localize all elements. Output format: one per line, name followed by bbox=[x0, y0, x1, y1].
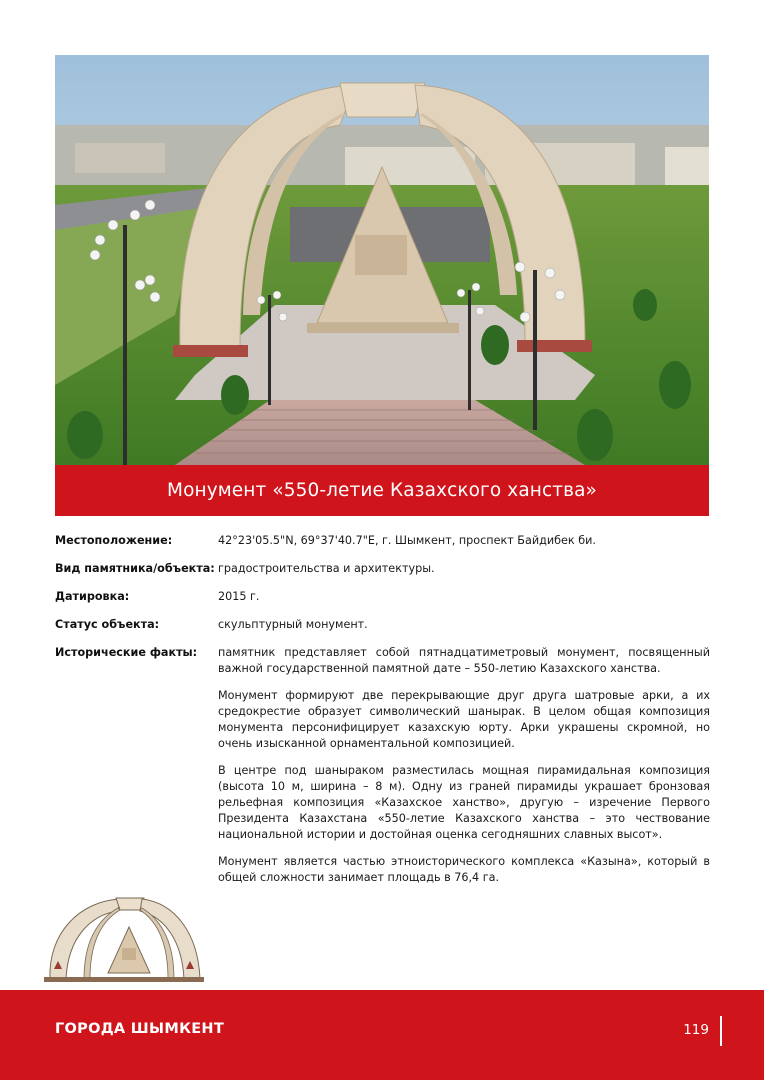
history-paragraph: памятник представляет собой пятнадцатиметровый монумент, посвященный важной государственной памятной дате – 550-летию Казахского ханства. bbox=[218, 646, 710, 675]
page-number: 119 bbox=[683, 1022, 709, 1038]
monument-details bbox=[55, 533, 710, 898]
monument-photo bbox=[55, 55, 709, 465]
location-label: Местоположение: bbox=[55, 534, 173, 547]
history-paragraph: Монумент является частью этноисторического комплекса «Казына», который в общей сложности занимает площадь в 76,4 га. bbox=[218, 855, 710, 884]
monument-title: Монумент «550-летие Казахского ханства» bbox=[167, 480, 597, 501]
dating-value: 2015 г. bbox=[218, 590, 260, 603]
monument-sketch bbox=[40, 893, 208, 985]
detail-row-location bbox=[55, 533, 710, 549]
detail-row-history bbox=[55, 645, 710, 886]
dating-label: Датировка: bbox=[55, 590, 130, 603]
detail-row-dating bbox=[55, 589, 710, 605]
type-value: градостроительства и архитектуры. bbox=[218, 562, 435, 575]
footer-city: ГОРОДА ШЫМКЕНТ bbox=[55, 1021, 225, 1037]
status-value: скульптурный монумент. bbox=[218, 618, 368, 631]
type-label: Вид памятника/объекта: bbox=[55, 562, 215, 575]
history-paragraph: Монумент формируют две перекрывающие друг друга шатровые арки, а их средокрестие образует символический шанырак. В целом общая композиция монумента персонифицирует казахскую юрту. Арки украшены скромной, но очень изысканной орнаментальной композицией. bbox=[218, 689, 710, 750]
history-paragraph: В центре под шаныраком разместилась мощная пирамидальная композиция (высота 10 м, ширина – 8 м). Одну из граней пирамиды украшает бронзовая рельефная композиция «Казахское ханство», другую – изречение Первого Президента Казахстана «550-летие Казахского ханства – это чествование национальной истории и достойная оценка сегодняшних славных высот». bbox=[218, 764, 710, 841]
status-label: Статус объекта: bbox=[55, 618, 160, 631]
history-text bbox=[218, 645, 710, 886]
history-label: Исторические факты: bbox=[55, 646, 198, 659]
title-band bbox=[55, 465, 709, 516]
footer-divider bbox=[720, 1016, 722, 1046]
location-value: 42°23'05.5"N, 69°37'40.7"E, г. Шымкент, проспект Байдибек би. bbox=[218, 534, 596, 547]
detail-row-type bbox=[55, 561, 710, 577]
detail-row-status bbox=[55, 617, 710, 633]
page-footer bbox=[0, 990, 764, 1080]
